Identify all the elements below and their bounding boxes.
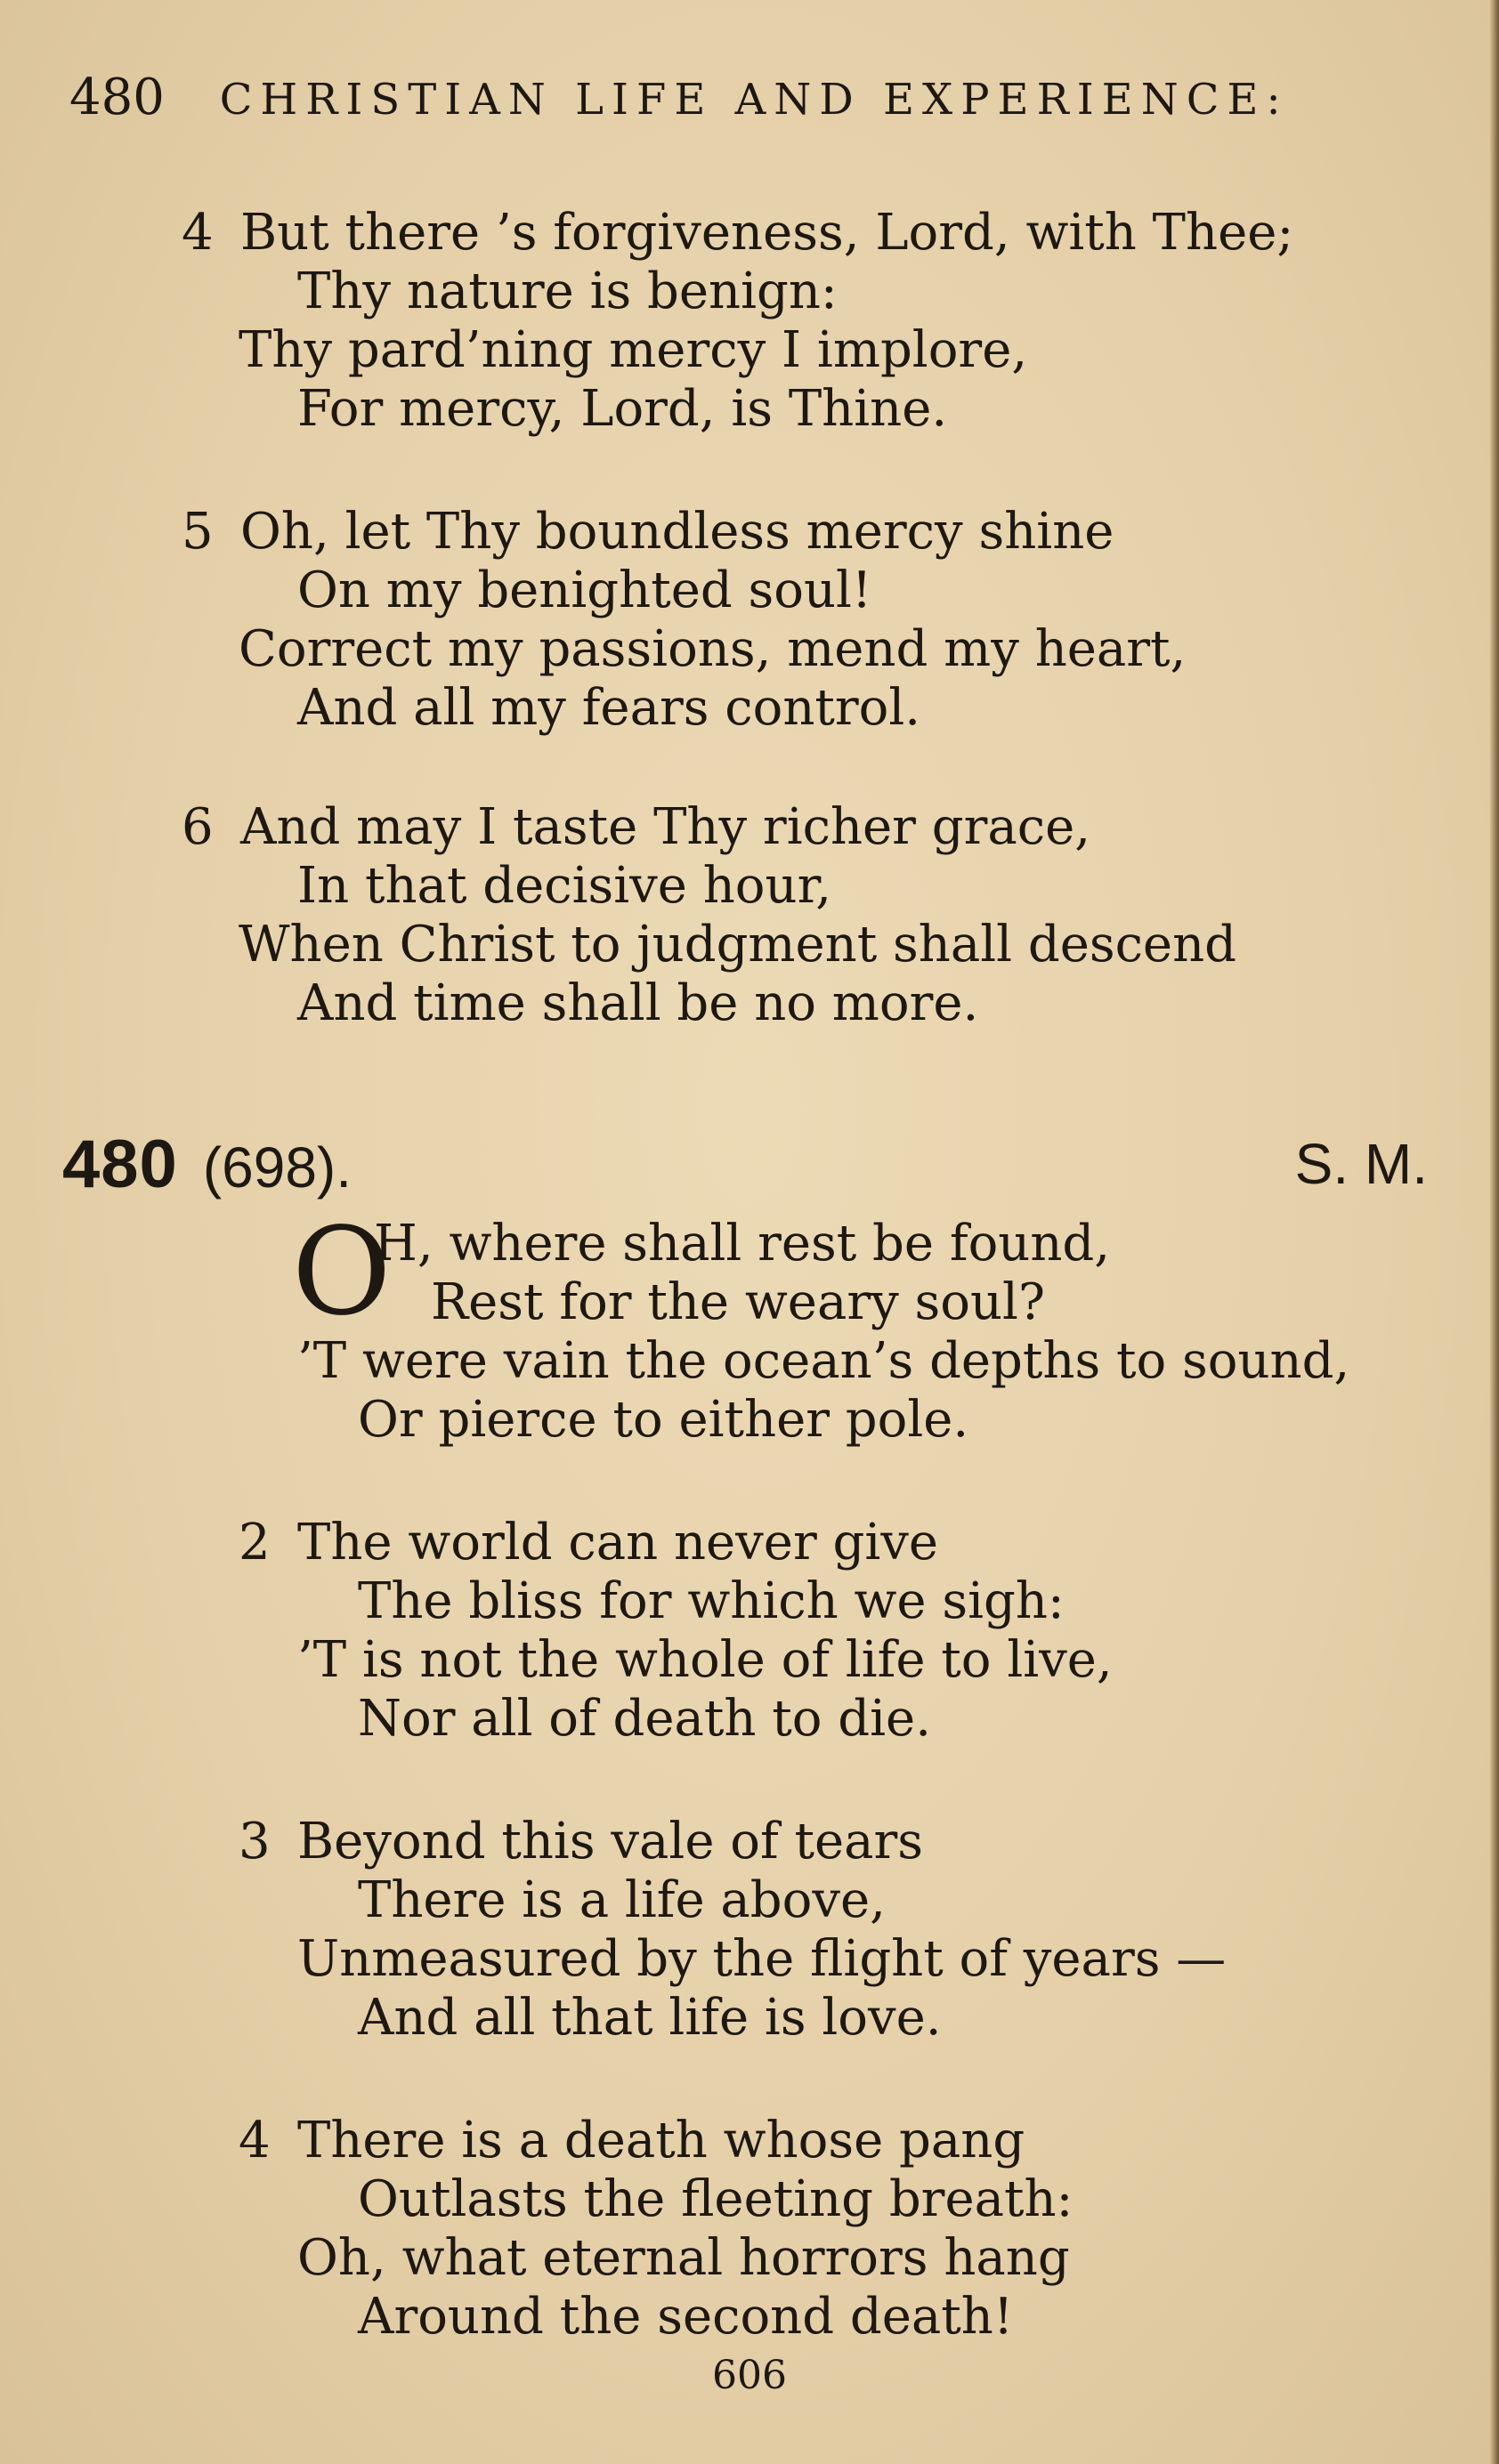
- verse-line: Thy pard’ning mercy I implore,: [239, 321, 1028, 379]
- verse-line: And time shall be no more.: [297, 974, 979, 1032]
- verse-line: Unmeasured by the flight of years —: [297, 1930, 1227, 1988]
- verse-line: There is a death whose pang: [297, 2112, 1025, 2169]
- hymn-meter: S. M.: [1294, 1132, 1428, 1196]
- verse-line: There is a life above,: [358, 1871, 886, 1929]
- verse-line: The bliss for which we sigh:: [358, 1572, 1065, 1630]
- stanza-number: 4: [239, 2112, 271, 2169]
- verse-line: Beyond this vale of tears: [297, 1813, 924, 1870]
- verse-line: When Christ to judgment shall descend: [239, 916, 1236, 973]
- verse-line: For mercy, Lord, is Thine.: [297, 380, 948, 438]
- verse-line: In that decisive hour,: [297, 857, 832, 915]
- running-head-title: CHRISTIAN LIFE AND EXPERIENCE:: [219, 75, 1289, 125]
- stanza-number: 6: [182, 798, 214, 856]
- running-head-page-number: 480: [69, 69, 165, 126]
- verse-line: Oh, what eternal horrors hang: [297, 2229, 1070, 2287]
- verse-line: And all that life is love.: [358, 1989, 942, 2047]
- verse-line: The world can never give: [297, 1514, 939, 1571]
- verse-line: And may I taste Thy richer grace,: [240, 798, 1091, 856]
- hymn-alt-number: (698).: [202, 1135, 352, 1200]
- footer-page-number: 606: [712, 2353, 787, 2398]
- verse-line: Outlasts the fleeting breath:: [358, 2170, 1074, 2228]
- running-head: [69, 69, 1289, 126]
- verse-line: H, where shall rest be found,: [374, 1215, 1111, 1272]
- stanza-number: 4: [182, 204, 214, 262]
- verse-line: Rest for the weary soul?: [431, 1273, 1045, 1331]
- hymn-heading: [62, 1126, 1428, 1202]
- verse-line: Thy nature is benign:: [297, 263, 838, 320]
- stanza-number: 5: [182, 503, 214, 561]
- stanza-number: 3: [239, 1813, 271, 1870]
- verse-line: And all my fears control.: [297, 679, 921, 737]
- verse-line: Nor all of death to die.: [358, 1690, 931, 1748]
- verse-line: Around the second death!: [358, 2288, 1014, 2346]
- verse-line: ’T were vain the ocean’s depths to sound,: [297, 1332, 1350, 1390]
- drop-cap: O: [292, 1202, 392, 1343]
- verse-line: Or pierce to either pole.: [358, 1391, 969, 1449]
- verse-line: On my benighted soul!: [297, 561, 872, 619]
- verse-line: But there ’s forgiveness, Lord, with Thee;: [240, 204, 1294, 262]
- stanza-number: 2: [239, 1514, 271, 1571]
- verse-line: Correct my passions, mend my heart,: [239, 620, 1187, 678]
- verse-line: ’T is not the whole of life to live,: [297, 1631, 1113, 1689]
- verse-line: Oh, let Thy boundless mercy shine: [240, 503, 1114, 561]
- page-spine-shadow: [1490, 0, 1499, 2464]
- hymn-number: 480: [62, 1127, 178, 1202]
